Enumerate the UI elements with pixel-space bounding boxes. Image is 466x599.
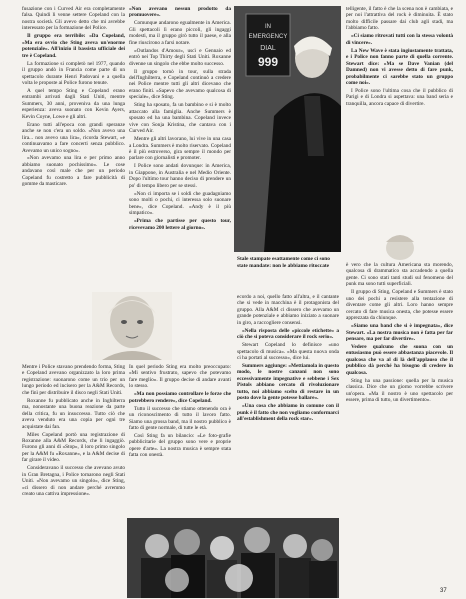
paragraph: Così Sting fa un bilancio: «Le foto-grafie pubblicitarie del gruppo sono vere e proprie opere d'arte». La nostra musica è sempre stata fatta con onestà.	[129, 433, 231, 459]
paragraph: I Police sono l'ultima cosa che il pubblico di Parigi e di Londra si aspettava: una band seria e tranquilla, ancora capace di divertire.	[346, 87, 453, 107]
guitarist-illustration	[346, 230, 453, 260]
paragraph: I Police sono andati dovunque: in America, in Giappone, in Australia e nel Medio Oriente. Dopo l'ultimo tour hanno deciso di prendere un po' di tempo libero per se stessi.	[129, 163, 231, 189]
paragraph: «Non ci importa se i soldi che guadagniamo sono molti o pochi, ci interessa solo suonare bene», dice Copeland. «Andy è il più simpatico».	[129, 190, 231, 217]
paragraph: Mentre i Police stavano prendendo forma, Sting e Copeland avevano organizzato la loro prima registrazione: suonarono come un trio per un lungo periodo ed incisero per la A&M Records, che finì per distribuire il disco negli Stati Uniti.	[22, 364, 125, 396]
singer-portrait-photo	[22, 292, 232, 360]
paragraph: Mentre gli altri lavorano, lui vive in una casa a Londra. Summers è molto riservato. Copeland è il più estroverso, gira sempre il mondo per parlare con giornalisti e promoter.	[129, 136, 231, 162]
paragraph: Comunque andarono egualmente in America. Gli spettacoli lì erano piccoli, gli ingaggi modesti, ma il gruppo girò tutto il paese, e alla fine riuscirono a farsi notare.	[129, 20, 231, 46]
photo-caption: Stale stampate esattamente come ci sono state mandate: non le abbiamo ritoccate	[237, 256, 330, 269]
paragraph: Consideravano il successo che avevano avuto in Gran Bretagna, i Police tornarono negli Stati Uniti. «Non avevamo un singolo», dice Sting, «ci dissero di non andare perché avremmo creato una cattiva impressione».	[22, 465, 125, 498]
paragraph: telligente, il fatto è che la scena non è cambiata, e per noi l'attrattiva del rock è diminuita. È stato molto difficile passare dai club agli stadi, ma l'abbiamo fatto.	[346, 6, 453, 32]
paragraph: «Siamo una band che si è impegnata», dice Stewart. «La nostra musica non è fatta per far pensare, ma per far divertire».	[346, 323, 453, 342]
guitarist-photo-fragment	[346, 230, 453, 260]
paragraph: «Nella risposta delle «piccole etichette» a ciò che si poteva considerare il rock serio».	[237, 327, 339, 341]
paragraph: Summers aggiunge: «Mettiamola in questo modo, le nostre canzoni non sono eccessivamente impegnative e sebbene i Sex Pistols abbiano cercato di rivoluzionare tutto, noi abbiamo scelto di restare in un posto dove la gente potesse ballare».	[237, 363, 339, 402]
paragraph: «Prima che partisse per questo tour, ricevevamo 200 lettere al giorno».	[129, 218, 231, 231]
paragraph: La New Wave è stata ingiustamente trattata, e i Police non fanno parte di quella corrente. Stewart dice: «Ma se Dave Vanian (del Damned) non vi avesse detto di fare punk, probabilmente ci sarebbe stato un gruppo come noi».	[346, 47, 453, 86]
paragraph: Sting ha sposato, fa un bambino e si è molto attaccato alla famiglia. Anche Summers è sposato ed ha una bambina. Copeland invece vive con Sonja Kristina, che cantava con i Curved Air.	[129, 102, 231, 135]
paragraph: ecordo a noi, quello fatto all'altra, e il cantante che si vede in macchina è il protagonista del gruppo. Alla A&M ci dissero che avevamo un grande potenziale e abbiamo iniziato a suonare in giro, a raccogliere consensi.	[237, 294, 339, 326]
paragraph: Roxanne fu pubblicato anche in Inghilterra ma, nonostante una buona reazione da parte della critica, fu un insuccesso. Tutto ciò che aveva venduto era una copia per ogni tre acquistate dai fan.	[22, 397, 125, 430]
article-column-3	[22, 364, 125, 532]
paragraph: Il gruppo era terribile: «Da Copeland, «Ma era ovvio che Sting aveva un'enorme potenziale». All'inizio il bassista ufficiale dei tre è Copeland.	[22, 33, 125, 59]
paragraph: «Ma non possiamo controllare le forze che potrebbero rendere», dice Copeland.	[129, 391, 231, 404]
article-column-4	[129, 364, 231, 516]
article-column-7	[346, 262, 453, 594]
article-column-6	[346, 6, 453, 228]
paragraph: è vero che la cultura Americana sta morendo, qualcosa di drammatico sta accadendo a quella gente. Ci sono stati tanti studi sul fenomeno del punk ma sono tutti superficiali.	[346, 262, 453, 288]
photo-sign-line-4: 999	[257, 55, 279, 69]
photo-illustration	[234, 6, 341, 252]
paragraph: «Ci siamo ritrovati tutti con la stessa volontà di vincere».	[346, 33, 453, 46]
paragraph: fusazione con i Curved Air era completamente falsa. Quindi li venne settere Copeland con la nostra società. Gli avevo detto che mi avrebbe interessato per la formazione del Police.	[22, 6, 125, 32]
paragraph: «Outlandos d'Amour», uscì e Gennaio ed entrò nei Top Thirty degli Stati Uniti. Roxanne divenne un singolo che ebbe molto successo.	[129, 47, 231, 67]
paragraph: Vedere qualcuno che suona con un entusiasmo può essere abbastanza piacevole. Il qualcosa che va al di là dell'applauso che il pubblico dà perché ha bisogno di credere in qualcosa.	[346, 343, 453, 376]
paragraph: Il gruppo tornò in tour, sulla strada dell'Inghilterra, e Copeland continuò a credere nei Police mentre tutti gli altri dicevano che erano finiti. «Sapevo che avevamo qualcosa di speciale», dice Sting.	[129, 68, 231, 101]
paragraph: A quel tempo Sting e Copeland erano entrambi arrivati dagli Stati Uniti, mentre Summers, 30 anni, proveniva da una lunga esperienza: aveva suonato con Kevin Ayers, Kevin Coyne, Lowe e gli altri.	[22, 87, 125, 120]
paragraph: La formazione si completò nel 1977, quando il gruppo andò in Francia come parte di un spettacolo durante Henri Padovani e a quella volta le proposte ai Police furono tenute.	[22, 60, 125, 86]
photo-sign-line-1: IN	[265, 24, 271, 30]
photo-sign-line-2: EMERGENCY	[248, 34, 288, 40]
portrait-illustration	[22, 292, 232, 360]
paragraph: «Una cosa che abbiamo in comune con il punk è il fatto che non vogliamo conformarci all'establishment della rock star».	[237, 403, 339, 423]
paragraph: Stewart Copeland lo definisce «uno spettacolo di musica». «Ma questa nuova onda ci ha portati al successo», dice lui.	[237, 342, 339, 362]
article-column-5	[237, 294, 339, 594]
paragraph: Il gruppo di Sting, Copeland e Summers è stato uno dei pochi a resistere alla tentazione di diventare come gli altri. Loro hanno sempre cercato di fare musica onesta, che potesse essere apprezzata da chiunque.	[346, 289, 453, 322]
paragraph: Sting ha una passione: quella per la musica classica. Dice che un giorno vorrebbe scrivere un'opera. «Ma il nostro è uno spettacolo per essere, prima di tutto, un divertimento».	[346, 377, 453, 404]
article-column-2	[129, 6, 231, 296]
paragraph: Erano tutti all'epoca con grandi speranze anche se non c'era un soldo. «Non avevo una lira... non avevo una lira», ricorda Stewart, «e continuavamo a fare concerti senza pubblico. Avevamo un unico sogno».	[22, 121, 125, 154]
paragraph: Miles Copeland portò una registrazione di Roxanne alla A&M Records, che li ingaggiò. Furono gli anni di «Stop», il loro primo singolo per la A&M fu «Roxanne», e la A&M decise di far girare il video.	[22, 431, 125, 464]
paragraph: In quel periodo Sting era molto preoccupato: «Mi sentivo frustrato, sapevo che potevamo fare meglio». Il gruppo decise di andare avanti lo stesso.	[129, 364, 231, 390]
article-column-1	[22, 6, 125, 290]
page-number: 37	[440, 588, 447, 594]
paragraph: «Non avevano nessun prodotto da promuovere».	[129, 6, 231, 19]
paragraph: «Non avevamo una lira e per primo anno abbiamo suonato pochissimo». Le cose andavano così male che per un periodo Copeland fu costretto a fare pubblicità di gomme da masticare.	[22, 155, 125, 188]
photo-sign-line-3: DIAL	[260, 45, 276, 52]
band-member-photo	[234, 6, 341, 252]
paragraph: Tutto il successo che stiamo ottenendo ora è un riconoscimento di tutto il lavoro fatto. Siamo una grossa band, ma il nostro pubblico è fatto di gente normale, di tutte le età.	[129, 405, 231, 432]
